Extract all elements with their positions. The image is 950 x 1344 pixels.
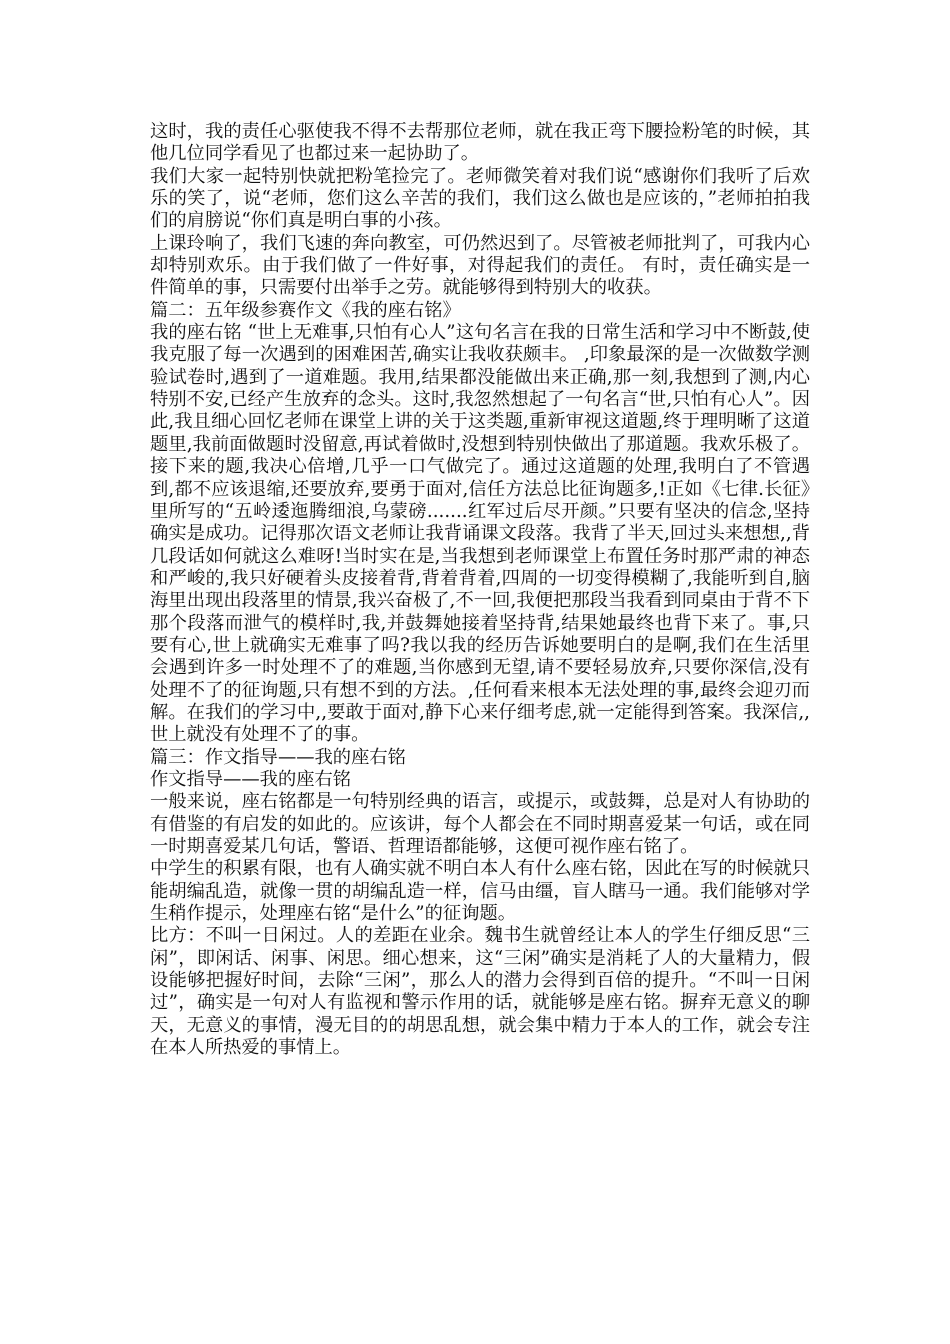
section-heading-part-three: 篇三：作文指导——我的座右铭: [150, 746, 406, 768]
document-page: [150, 121, 810, 1059]
paragraph-late-for-class: 上课玲响了，我们飞速的奔向教室，可仍然迟到了。尽管被老师批判了，可我内心却特别欢乐。由于我们做了一件好事，对得起我们的责任。 有时，责任确实是一件简单的事，只需要付出举手之劳。就能够得到特别大的收获。: [150, 232, 810, 299]
paragraph-student-limits: 中学生的积累有限，也有人确实就不明白本人有什么座右铭，因此在写的时候就只能胡编乱造，就像一贯的胡编乱造一样，信马由缰，盲人瞎马一通。我们能够对学生稍作提示，处理座右铭“是什么”的征询题。: [150, 858, 810, 925]
section-subtitle-writing-guide: 作文指导——我的座右铭: [150, 768, 352, 790]
paragraph-helping-teacher: 这时，我的责任心驱使我不得不去帮那位老师，就在我正弯下腰捡粉笔的时候，其他几位同学看见了也都过来一起协助了。: [150, 121, 810, 165]
paragraph-example-three-idles: 比方：不叫一日闲过。人的差距在业余。魏书生就曾经让本人的学生仔细反思“三闲”，即闲话、闲事、闲思。细心想来，这“三闲”确实是消耗了人的大量精力，假设能够把握好时间，去除“三闲”，那么人的潜力会得到百倍的提升。“不叫一日闲过”，确实是一句对人有监视和警示作用的话，就能够是座右铭。摒弃无意义的聊天，无意义的事情，漫无目的的胡思乱想，就会集中精力于本人的工作，就会专注在本人所热爱的事情上。: [150, 925, 810, 1059]
paragraph-motto-definition: 一般来说，座右铭都是一句特别经典的语言，或提示，或鼓舞，总是对人有协助的有借鉴的有启发的如此的。应该讲，每个人都会在不同时期喜爱某一句话，或在同一时期喜爱某几句话，警语、哲理语都能够，这便可视作座右铭了。: [150, 791, 810, 857]
paragraph-motto-essay: 我的座右铭 “世上无难事,只怕有心人”这句名言在我的日常生活和学习中不断鼓,使我克服了每一次遇到的困难困苦,确实让我收获颇丰。 ,印象最深的是一次做数学测验试卷时,遇到了一道难题。我用,结果都没能做出来正确,那一刻,我想到了测,内心特别不安,已经产生放弃的念头。这时,我忽然想起了一句名言“世,只怕有心人”。因此,我且细心回忆老师在课堂上讲的关于这类题,重新审视这道题,终于理明晰了这道题里,我前面做题时没留意,再试着做时,没想到特别快做出了那道题。我欢乐极了。接下来的题,我决心倍增,几乎一口气做完了。通过这道题的处理,我明白了不管遇到,都不应该退缩,还要放弃,要勇于面对,信任方法总比征询题多,!正如《七律.长征》里所写的“五岭逶迤腾细浪,乌蒙磅.......红军过后尽开颜。”只要有坚决的信念,坚持确实是成功。记得那次语文老师让我背诵课文段落。我背了半天,回过头来想想,,背几段话如何就这么难呀!当时实在是,当我想到老师课堂上布置任务时那严肃的神态和严峻的,我只好硬着头皮接着背,背着背着,四周的一切变得模糊了,我能听到自,脑海里出现出段落里的情景,我兴奋极了,不一回,我便把那段当我看到同桌由于背不下那个段落而泄气的模样时,我,并鼓舞她接着坚持背,结果她最终也背下来了。事,只要有心,世上就确实无难事了吗?我以我的经历告诉她要明白的是啊,我们在生活里会遇到许多一时处理不了的难题,当你感到无望,请不要轻易放弃,只要你深信,没有处理不了的征询题,只有想不到的方法。,任何看来根本无法处理的事,最终会迎刃而解。在我们的学习中,,要敢于面对,静下心来仔细考虑,就一定能得到答案。我深信,,世上就没有处理不了的事。: [150, 322, 810, 746]
section-heading-part-two: 篇二：五年级参赛作文《我的座右铭》: [150, 299, 461, 321]
paragraph-picking-chalk: 我们大家一起特别快就把粉笔捡完了。老师微笑着对我们说“感谢你们我听了后欢乐的笑了，说“老师，您们这么辛苦的我们，我们这么做也是应该的，”老师拍拍我们的肩膀说“你们真是明白事的小孩。: [150, 165, 810, 232]
